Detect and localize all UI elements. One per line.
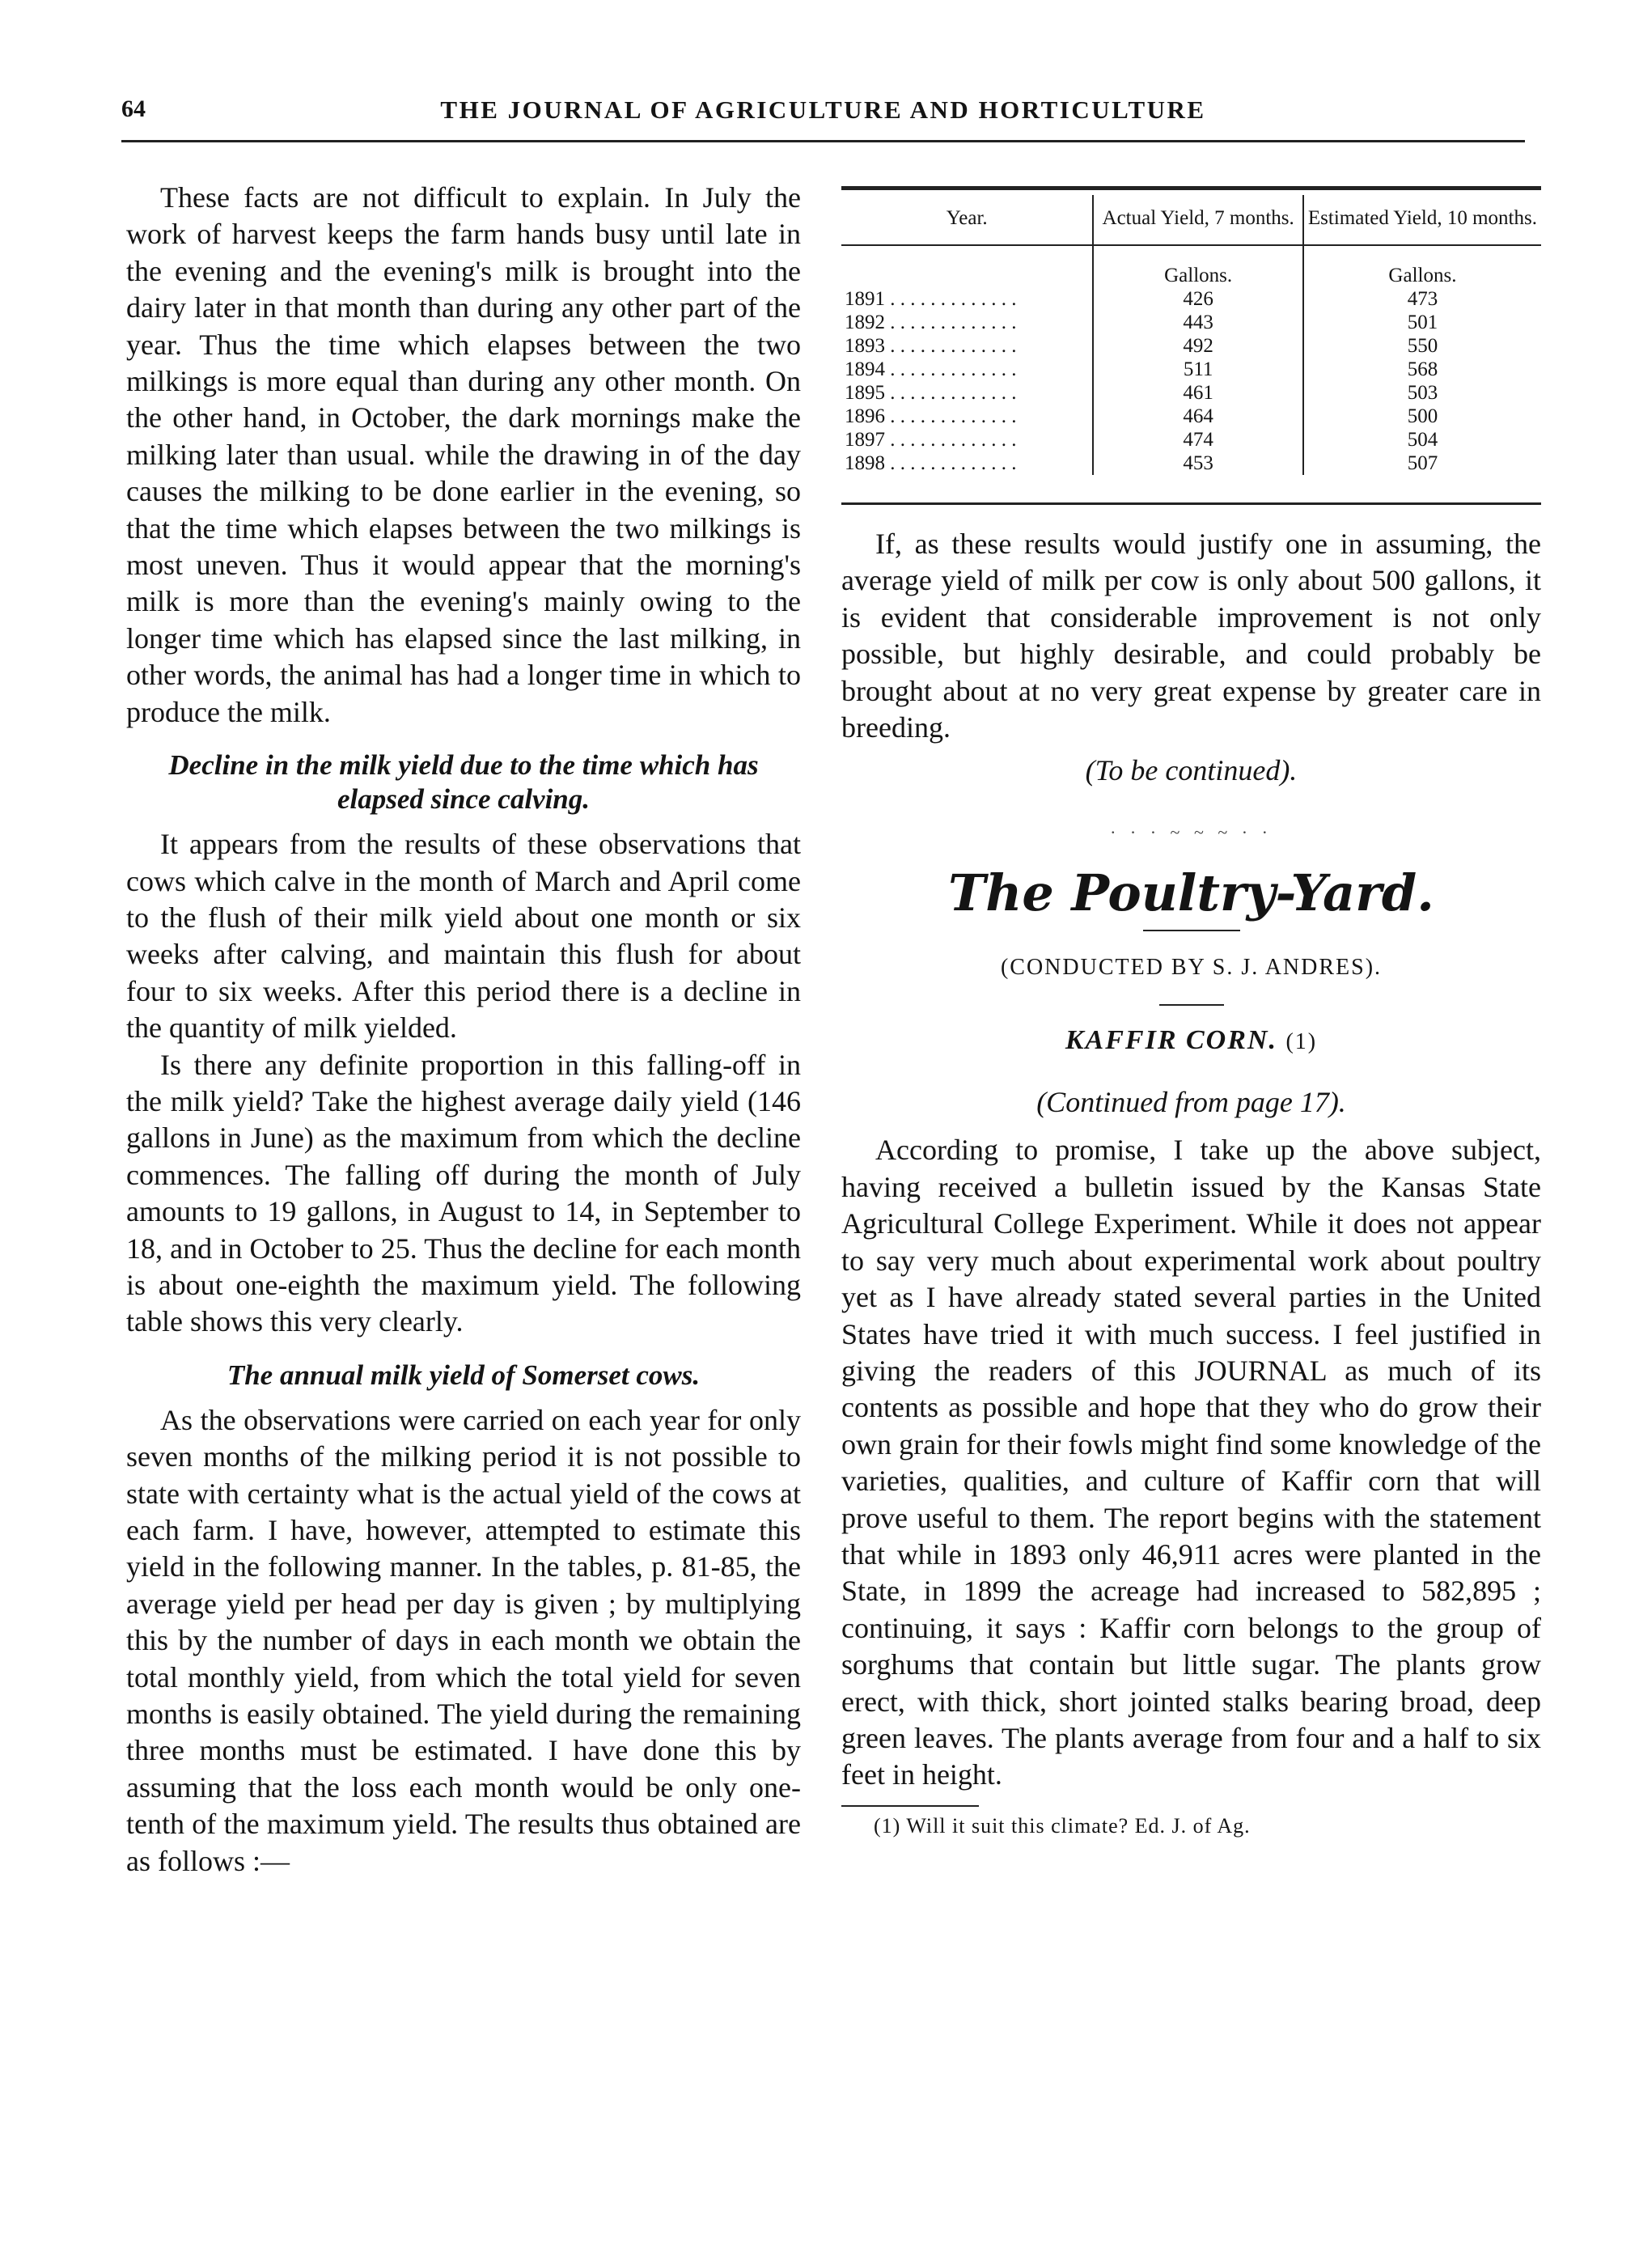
footnote-rule [841,1805,979,1807]
table-row [841,358,1541,381]
header-estimated-yield: Estimated Yield, 10 months. [1303,195,1541,245]
actual-cell: 461 [1093,381,1303,405]
short-rule [1159,1004,1224,1006]
left-column [126,180,801,1880]
right-column [841,180,1541,1839]
year-cell: 1891 . . . . . . . . . . . . . [845,288,1017,310]
article-title [841,1022,1541,1060]
ornament-divider: · · · ~ ~ ~ · · [1110,821,1273,842]
conducted-by: (CONDUCTED BY S. J. ANDRES). [1000,955,1383,981]
section-title: The Poultry-Yard. [948,863,1434,923]
estimated-cell: 507 [1303,451,1541,475]
subheading: The annual milk yield of Somerset cows. [227,1359,701,1391]
unit-estimated: Gallons. [1303,245,1541,287]
table-bottom-rule [841,502,1541,505]
paragraph: It appears from the results of these observations that cows which calve in the month of March and April come to the flush of their milk yield about one month or six weeks after calving, and maintain this flush for about four to six weeks. After this period there is a decline in the quantity of milk yielded. [126,828,801,1045]
actual-cell: 426 [1093,287,1303,311]
actual-cell: 492 [1093,334,1303,358]
article-title-text: KAFFIR CORN. [1065,1024,1277,1055]
actual-cell: 453 [1093,451,1303,475]
estimated-cell: 504 [1303,428,1541,451]
estimated-cell: 568 [1303,358,1541,381]
yield-table [841,195,1541,475]
table-row [841,428,1541,451]
yield-table-block [841,186,1541,505]
to-be-continued: (To be continued). [1085,754,1298,787]
page-header [121,95,1525,144]
year-cell: 1892 . . . . . . . . . . . . . [845,312,1017,333]
paragraph: As the observations were carried on each year for only seven months of the milking period it is not possible to state with certainty what is the actual yield of the cows at each farm. I have, however, attempted to estimate this yield in the following manner. In the tables, p. 81-85, the average yield per head per day is given ; by multiplying this by the number of days in each month we obtain the total monthly yield, from which the total yield for seven months is easily obtained. The yield during the remaining three months must be estimated. I have done this by assuming that the loss each month would be only one-tenth of the maximum yield. The results thus obtained are as follows :— [126,1403,801,1877]
table-top-rule [841,186,1541,190]
footnote: (1) Will it suit this climate? Ed. J. of Ag. [874,1813,1251,1838]
table-row [841,311,1541,334]
estimated-cell: 473 [1303,287,1541,311]
unit-actual: Gallons. [1093,245,1303,287]
actual-cell: 464 [1093,405,1303,428]
table-row [841,334,1541,358]
year-cell: 1897 . . . . . . . . . . . . . [845,429,1017,451]
year-cell: 1898 . . . . . . . . . . . . . [845,452,1017,474]
continued-from: (Continued from page 17). [1036,1086,1346,1119]
paragraph: These facts are not difficult to explain. In July the work of harvest keeps the farm hands busy until late in the evening and the evening's milk is brought into the dairy later in that month than during any other part of the year. Thus the time which elapses between the two milkings is more equal than during any other month. On the other hand, in October, the dark mornings make the milking later than usual. while the drawing in of the day causes the milking to be done earlier in the evening, so that the time which elapses between the two milkings is most uneven. Thus it would appear that the morning's milk is more than the evening's mainly owing to the longer time which has elapsed since the last milking, in other words, the animal has had a longer time in which to produce the milk. [126,181,801,728]
year-cell: 1894 . . . . . . . . . . . . . [845,358,1017,380]
running-title: THE JOURNAL OF AGRICULTURE AND HORTICULTURE [440,95,1206,124]
table-row [841,287,1541,311]
table-row [841,451,1541,475]
year-cell: 1895 . . . . . . . . . . . . . [845,382,1017,404]
page-number: 64 [121,95,146,122]
year-cell: 1893 . . . . . . . . . . . . . [845,335,1017,357]
year-cell: 1896 . . . . . . . . . . . . . [845,405,1017,427]
units-row [841,245,1541,287]
table-row [841,405,1541,428]
paragraph: Is there any definite proportion in this falling-off in the milk yield? Take the highest average daily yield (146 gallons in June) as the maximum from which the decline commences. The falling off during the month of July amounts to 19 gallons, in August to 14, in September to 18, and in October to 25. Thus the decline for each month is about one-eighth the maximum yield. The following table shows this very clearly. [126,1048,801,1338]
estimated-cell: 503 [1303,381,1541,405]
estimated-cell: 501 [1303,311,1541,334]
estimated-cell: 500 [1303,405,1541,428]
paragraph: If, as these results would justify one in assuming, the average yield of milk per cow is only about 500 gallons, it is evident that considerable improvement is not only possible, but highly desirable, and could probably be brought about at no very great expense by greater care in breeding. [841,528,1541,744]
actual-cell: 443 [1093,311,1303,334]
header-actual-yield: Actual Yield, 7 months. [1093,195,1303,245]
actual-cell: 474 [1093,428,1303,451]
estimated-cell: 550 [1303,334,1541,358]
table-row [841,381,1541,405]
header-rule [121,140,1525,142]
header-year: Year. [841,195,1093,245]
short-rule [1143,930,1240,931]
subheading: Decline in the milk yield due to the time which has elapsed since calving. [168,749,759,816]
actual-cell: 511 [1093,358,1303,381]
paragraph: According to promise, I take up the above subject, having received a bulletin issued by the Kansas State Agricultural College Experiment. While it does not appear to say very much about experimental work about poultry yet as I have already stated several parties in the United States have tried it with much success. I feel justified in giving the readers of this JOURNAL as much of its contents as possible and hope that they who do grow their own grain for their fowls might find some knowledge of the varieties, qualities, and culture of Kaffir corn that will prove useful to them. The report begins with the statement that while in 1893 only 46,911 acres were planted in the State, in 1899 the acreage had increased to 582,895 ; continuing, it says : Kaffir corn belongs to the group of sorghums that contain but little sugar. The plants grow erect, with thick, short jointed stalks bearing broad, deep green leaves. The plants average from four and a half to six feet in height. [841,1134,1541,1791]
footnote-ref: (1) [1285,1028,1318,1054]
